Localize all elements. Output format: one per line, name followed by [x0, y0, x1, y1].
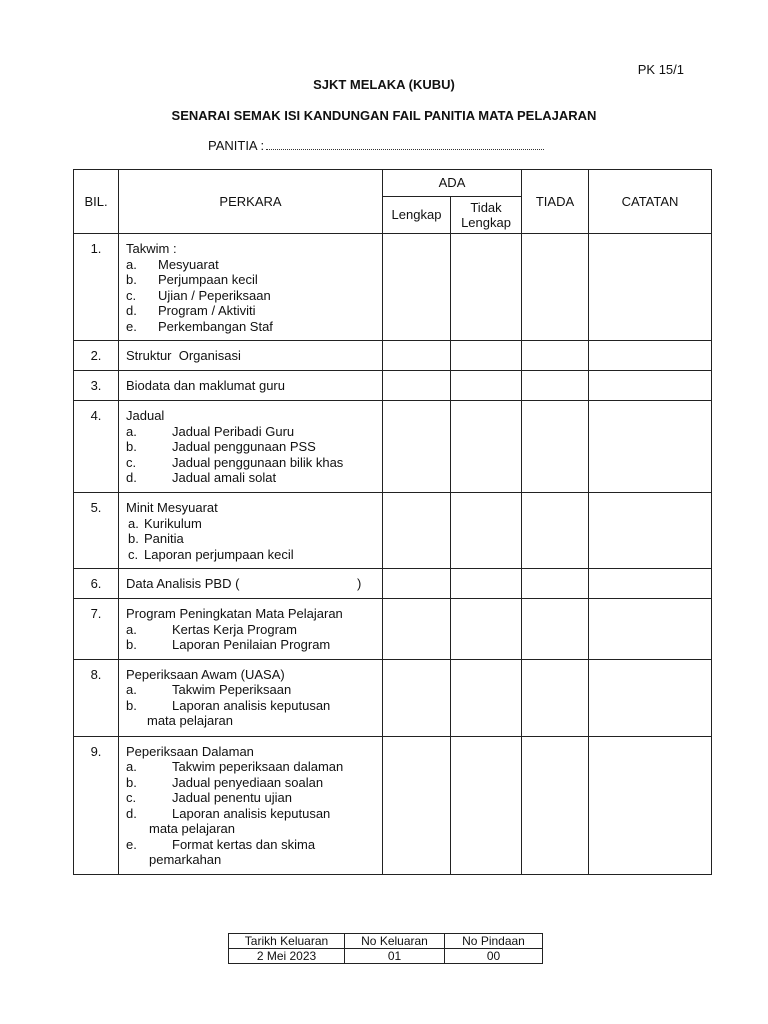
checkbox-cell-tidak-lengkap[interactable] — [451, 599, 522, 660]
sub-item — [126, 455, 378, 471]
sub-item-text: Perkembangan Staf — [158, 318, 273, 334]
catatan-cell[interactable] — [589, 234, 712, 341]
sub-item-letter: b. — [126, 272, 137, 287]
sub-item — [126, 682, 378, 698]
footer-header-tarikh: Tarikh Keluaran — [229, 934, 345, 949]
sub-item-text: Jadual amali solat — [172, 470, 277, 485]
checkbox-cell-tiada[interactable] — [522, 569, 589, 599]
checkbox-cell-tiada[interactable] — [522, 341, 589, 371]
item-title-line — [126, 576, 378, 592]
checkbox-cell-tidak-lengkap[interactable] — [451, 659, 522, 736]
sub-item — [126, 775, 378, 791]
sub-item-text: Kertas Kerja Program — [172, 621, 297, 637]
row-item — [119, 493, 383, 569]
sub-item-letter: b. — [128, 531, 139, 546]
sub-item-continuation: mata pelajaran — [147, 713, 233, 728]
sub-item — [126, 303, 378, 319]
sub-item-text: Program / Aktiviti — [158, 303, 256, 318]
row-item — [119, 659, 383, 736]
footer-header-no-pindaan: No Pindaan — [445, 934, 543, 949]
sub-item — [126, 319, 378, 335]
sub-item-letter: d. — [126, 470, 137, 485]
header-perkara: PERKARA — [119, 170, 383, 234]
panitia-label: PANITIA : — [208, 138, 265, 153]
checkbox-cell-lengkap[interactable] — [383, 599, 451, 660]
checkbox-cell-lengkap[interactable] — [383, 493, 451, 569]
sub-item-letter: c. — [126, 287, 137, 303]
sub-item-text: Format kertas dan skima — [172, 836, 316, 852]
checkbox-cell-tiada[interactable] — [522, 401, 589, 493]
row-item — [119, 371, 383, 401]
row-number: 7. — [74, 599, 119, 660]
panitia-fill-line — [266, 141, 544, 150]
checkbox-cell-tidak-lengkap[interactable] — [451, 371, 522, 401]
sub-item-letter: c. — [128, 546, 139, 562]
sub-item-text: Jadual penentu ujian — [172, 790, 292, 805]
sub-item-text: Takwim peperiksaan dalaman — [172, 759, 344, 774]
sub-item — [126, 424, 378, 440]
checkbox-cell-lengkap[interactable] — [383, 569, 451, 599]
row-number: 4. — [74, 401, 119, 493]
header-catatan: CATATAN — [589, 170, 712, 234]
sub-item — [126, 637, 378, 653]
sub-item — [126, 516, 378, 532]
catatan-cell[interactable] — [589, 569, 712, 599]
panitia-field — [208, 138, 544, 153]
sub-item-letter: b. — [126, 697, 137, 713]
sub-item-letter: d. — [126, 805, 137, 821]
table-row — [74, 569, 712, 599]
sub-item-letter: b. — [126, 774, 137, 790]
sub-item-letter: a. — [128, 515, 139, 531]
table-row — [74, 234, 712, 341]
catatan-cell[interactable] — [589, 659, 712, 736]
catatan-cell[interactable] — [589, 493, 712, 569]
catatan-cell[interactable] — [589, 371, 712, 401]
sub-item-text: Takwim Peperiksaan — [172, 682, 292, 697]
document-title: SENARAI SEMAK ISI KANDUNGAN FAIL PANITIA MATA PELAJARAN — [171, 108, 597, 123]
checkbox-cell-lengkap[interactable] — [383, 234, 451, 341]
sub-item-continuation: pemarkahan — [149, 852, 222, 867]
row-item — [119, 599, 383, 660]
checkbox-cell-tiada[interactable] — [522, 371, 589, 401]
checkbox-cell-tidak-lengkap[interactable] — [451, 736, 522, 874]
sub-item-letter: d. — [126, 303, 137, 318]
sub-item-continuation: mata pelajaran — [149, 821, 235, 836]
sub-item-letter: a. — [126, 682, 137, 697]
sub-item-letter: e. — [126, 836, 137, 852]
sub-item — [126, 698, 378, 714]
sub-item — [126, 470, 378, 486]
checkbox-cell-lengkap[interactable] — [383, 736, 451, 874]
sub-item-text: Perjumpaan kecil — [158, 272, 258, 287]
row-item — [119, 401, 383, 493]
sub-item-text: Laporan analisis keputusan — [172, 805, 331, 821]
sub-item-text: Kurikulum — [144, 515, 202, 531]
checkbox-cell-lengkap[interactable] — [383, 659, 451, 736]
sub-item — [126, 547, 378, 563]
row-item — [119, 234, 383, 341]
sub-item-letter: c. — [126, 790, 137, 805]
sub-item-letter: a. — [126, 423, 137, 439]
item-title: Biodata dan maklumat guru — [126, 378, 285, 393]
item-title: Takwim : — [126, 241, 177, 256]
footer-value-tarikh: 2 Mei 2023 — [229, 949, 345, 964]
footer-value-no-pindaan: 00 — [445, 949, 543, 964]
row-number: 3. — [74, 371, 119, 401]
checkbox-cell-tidak-lengkap[interactable] — [451, 234, 522, 341]
item-title: Minit Mesyuarat — [126, 500, 218, 515]
catatan-cell[interactable] — [589, 341, 712, 371]
sub-item-text: Laporan perjumpaan kecil — [144, 546, 294, 562]
sub-item-text: Jadual Peribadi Guru — [172, 423, 295, 439]
row-number: 5. — [74, 493, 119, 569]
sub-item-letter: c. — [126, 454, 137, 470]
checkbox-cell-tiada[interactable] — [522, 599, 589, 660]
sub-item — [126, 837, 378, 853]
sub-item-text: Ujian / Peperiksaan — [158, 287, 271, 303]
checkbox-cell-lengkap[interactable] — [383, 401, 451, 493]
sub-item-text: Laporan Penilaian Program — [172, 637, 331, 652]
header-lengkap: Lengkap — [383, 197, 451, 234]
sub-item — [126, 531, 378, 547]
school-name: SJKT MELAKA (KUBU) — [313, 77, 455, 92]
item-title: Data Analisis PBD ( — [126, 576, 240, 591]
item-title: Program Peningkatan Mata Pelajaran — [126, 606, 343, 621]
header-ada: ADA — [383, 170, 522, 197]
row-number: 2. — [74, 341, 119, 371]
table-row — [74, 401, 712, 493]
header-tidak-lengkap-line2: Lengkap — [461, 215, 511, 230]
catatan-cell[interactable] — [589, 401, 712, 493]
checklist-table — [73, 169, 712, 875]
footer-header-no-keluaran: No Keluaran — [345, 934, 445, 949]
checkbox-cell-tidak-lengkap[interactable] — [451, 493, 522, 569]
table-row — [74, 659, 712, 736]
sub-item — [126, 288, 378, 304]
checkbox-cell-tidak-lengkap[interactable] — [451, 401, 522, 493]
sub-item-letter: b. — [126, 439, 137, 454]
sub-item-letter: a. — [126, 621, 137, 637]
header-tidak-lengkap — [451, 197, 522, 234]
header-tidak-lengkap-line1: Tidak — [470, 199, 502, 215]
checkbox-cell-tiada[interactable] — [522, 234, 589, 341]
item-title: Peperiksaan Awam (UASA) — [126, 666, 285, 682]
sub-item — [126, 439, 378, 455]
table-row — [74, 736, 712, 874]
catatan-cell[interactable] — [589, 736, 712, 874]
sub-item-text: Jadual penggunaan bilik khas — [172, 454, 344, 470]
table-row — [74, 493, 712, 569]
checkbox-cell-tiada[interactable] — [522, 659, 589, 736]
sub-item-text: Laporan analisis keputusan — [172, 697, 331, 713]
footer-value-no-keluaran: 01 — [345, 949, 445, 964]
row-item — [119, 569, 383, 599]
sub-item — [126, 790, 378, 806]
sub-item-letter: a. — [126, 759, 137, 774]
sub-item — [126, 759, 378, 775]
checkbox-cell-lengkap[interactable] — [383, 371, 451, 401]
row-number: 8. — [74, 659, 119, 736]
table-row — [74, 341, 712, 371]
checkbox-cell-tidak-lengkap[interactable] — [451, 569, 522, 599]
item-title: Struktur Organisasi — [126, 348, 241, 363]
item-title-close: ) — [357, 576, 362, 591]
row-number: 6. — [74, 569, 119, 599]
table-row — [74, 599, 712, 660]
sub-item — [126, 272, 378, 288]
checkbox-cell-tiada[interactable] — [522, 736, 589, 874]
checkbox-cell-tiada[interactable] — [522, 493, 589, 569]
row-item — [119, 736, 383, 874]
header-bil: BIL. — [74, 170, 119, 234]
sub-item — [126, 257, 378, 273]
sub-item-text: Jadual penggunaan PSS — [172, 439, 316, 454]
document-control-table — [228, 933, 543, 964]
table-row — [74, 371, 712, 401]
catatan-cell[interactable] — [589, 599, 712, 660]
item-title: Jadual — [126, 408, 165, 423]
sub-item-letter: e. — [126, 318, 137, 334]
sub-item-letter: b. — [126, 637, 137, 652]
row-number: 1. — [74, 234, 119, 341]
document-code: PK 15/1 — [637, 62, 684, 77]
item-title: Peperiksaan Dalaman — [126, 743, 254, 759]
sub-item — [126, 622, 378, 638]
sub-item-text: Panitia — [144, 531, 184, 546]
row-item — [119, 341, 383, 371]
sub-item-text: Mesyuarat — [158, 256, 219, 272]
row-number: 9. — [74, 736, 119, 874]
sub-item — [126, 806, 378, 822]
sub-item-text: Jadual penyediaan soalan — [172, 774, 324, 790]
sub-item-letter: a. — [126, 256, 137, 272]
header-tiada: TIADA — [522, 170, 589, 234]
checkbox-cell-tidak-lengkap[interactable] — [451, 341, 522, 371]
checkbox-cell-lengkap[interactable] — [383, 341, 451, 371]
